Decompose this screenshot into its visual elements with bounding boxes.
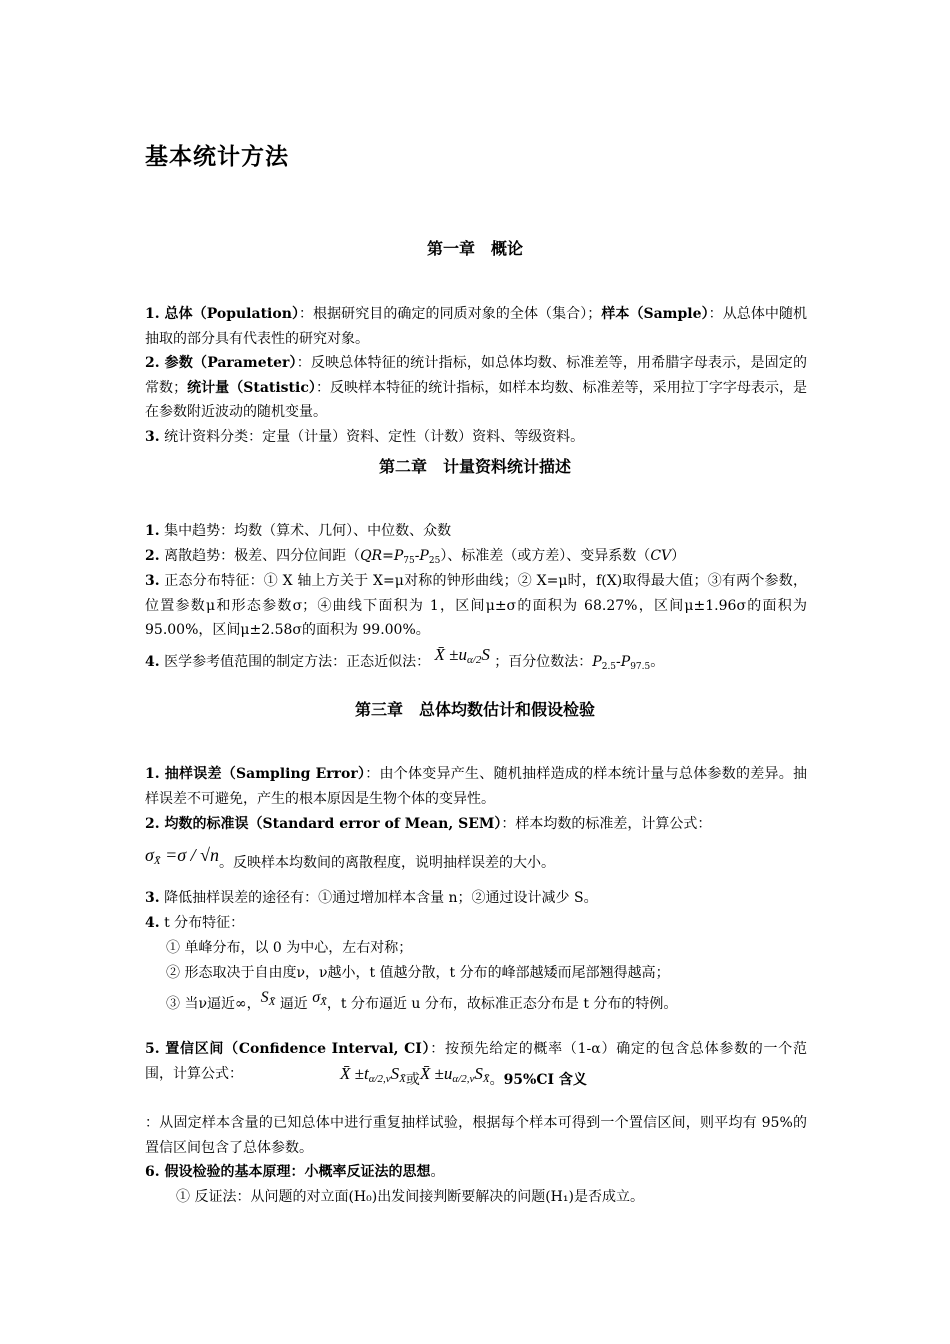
formula-s: S <box>390 1064 400 1083</box>
formula-subscript: X̄ <box>268 996 276 1008</box>
statistic-definition: ：反映样本特征的统计指标，如样本均数、标准差等，采用拉丁字字母表示，是在参数附近波动的随机变量。 <box>145 379 808 420</box>
formula-s: S <box>474 1064 483 1083</box>
qr-formula-part: -P <box>414 548 429 564</box>
chapter-1-heading: 第一章 概论 <box>426 239 523 258</box>
s-xbar-formula <box>261 986 276 1014</box>
item-number: 4. <box>145 915 160 931</box>
subscript: 25 <box>428 556 441 566</box>
reference-range-text: 医学参考值范围的制定方法：正态近似法： <box>159 654 431 670</box>
period: 。 <box>650 654 665 670</box>
t-feature-3-text: ③ 当ν逼近∞， <box>166 996 261 1012</box>
ch1-paragraph-3 <box>145 425 807 450</box>
ch1-paragraph-1 <box>145 302 807 351</box>
ch3-paragraph-1 <box>145 762 807 811</box>
formula-s: S <box>260 989 269 1006</box>
or-text: 或 <box>405 1072 420 1088</box>
subscript: 75 <box>403 556 415 566</box>
formula-s: S <box>481 645 490 664</box>
ch3-paragraph-4 <box>145 911 807 936</box>
item-number: 3. <box>145 573 160 589</box>
item-number: 4. <box>145 654 160 670</box>
closing-paren: ） <box>671 548 686 564</box>
t-feature-1: ① 单峰分布，以 0 为中心，左右对称； <box>166 940 413 956</box>
normal-distribution-text: 正态分布特征：① X 轴上方关于 X=μ对称的钟形曲线；② X=μ时，f(X)取得最大值；③有两个参数，位置参数μ和形态参数σ；④曲线下面积为 1，区间μ±σ的面积为 68.27%，区间μ±1.96σ的面积为 95.00%，区间μ±2.58σ的面积为 99.00%。 <box>145 573 807 638</box>
item-number: 2. <box>145 548 160 564</box>
formula-subscript: X̄ <box>320 996 327 1008</box>
sem-text: ：样本均数的标准差，计算公式： <box>501 816 712 832</box>
formula-subscript: X̄ <box>153 855 161 867</box>
period: 。 <box>430 1164 445 1180</box>
percentile-formula-part: -P <box>616 654 631 670</box>
hypothesis-item-1: ① 反证法：从问题的对立面(H₀)出发间接判断要解决的问题(H₁)是否成立。 <box>176 1189 644 1205</box>
ch3-paragraph-3 <box>145 886 807 911</box>
data-classification-text: 统计资料分类：定量（计量）资料、定性（计数）资料、等级资料。 <box>159 429 585 445</box>
percentile-formula: P <box>592 654 602 670</box>
term-statistic: 统计量（Statistic） <box>187 379 316 396</box>
cv-symbol: CV <box>650 548 672 564</box>
formula-main: X̄ ±u <box>434 645 467 664</box>
ch1-paragraph-2 <box>145 351 807 425</box>
ci-definition: ：按预先给定的概率（1-α）确定的包含总体参数的一个范围，计算公式： <box>145 1041 808 1082</box>
qr-formula: QR=P <box>360 548 404 564</box>
formula-sigma: σ <box>145 845 154 865</box>
normal-approx-formula <box>435 643 490 673</box>
ch2-paragraph-1 <box>145 519 807 544</box>
formula-sigma: σ <box>312 989 321 1006</box>
formula-subscript: α/2,ν <box>368 1073 391 1085</box>
item-number: 1. <box>145 523 160 539</box>
dispersion-text: 离散趋势：极差、四分位间距（ <box>159 548 361 564</box>
ci-formula-u <box>420 1062 490 1091</box>
term-population: 1. 总体（Population） <box>145 306 299 322</box>
chapter-3-heading: 第三章 总体均数估计和假设检验 <box>354 700 595 719</box>
sampling-error-definition: ：由个体变异产生、随机抽样造成的样本统计量与总体参数的差异。抽样误差不可避免，产生的根本原因是生物个体的变异性。 <box>145 766 808 807</box>
formula-subscript: X̄ <box>399 1073 406 1085</box>
sample-definition: ：从总体中随机抽取的部分具有代表性的研究对象。 <box>145 306 808 347</box>
t-feature-3 <box>166 989 678 1020</box>
t-feature-3-text-b: 逼近 <box>275 996 313 1012</box>
t-feature-3-text-c: ，t 分布逼近 u 分布，故标准正态分布是 t 分布的特例。 <box>326 996 678 1012</box>
ci-formula-line <box>340 1062 587 1091</box>
formula-rest: =σ / √n <box>160 845 220 865</box>
percentile-text: ；百分位数法： <box>494 654 593 670</box>
population-definition: ：根据研究目的确定的同质对象的全体（集合）； <box>299 306 602 322</box>
sigma-xbar-formula <box>312 986 327 1014</box>
item-number: 3. <box>145 890 160 906</box>
sem-formula <box>145 843 219 873</box>
ci-meaning-text: ：从固定样本含量的已知总体中进行重复抽样试验，根据每个样本可得到一个置信区间，则平均有 95%的置信区间包含了总体参数。 <box>145 1115 807 1156</box>
formula-subscript: X̄ <box>482 1073 490 1085</box>
period: 。 <box>489 1072 504 1088</box>
sem-formula-line <box>145 843 555 873</box>
reduce-error-text: 降低抽样误差的途径有：①通过增加样本含量 n；②通过设计减少 S。 <box>159 890 598 906</box>
formula-subscript: α/2 <box>467 654 482 666</box>
subscript: 2.5 <box>601 662 617 672</box>
ci-formula-t <box>340 1062 406 1091</box>
formula-main: X̄ ±t <box>340 1064 369 1083</box>
term-confidence-interval: 5. 置信区间（Confidence Interval, CI） <box>145 1041 431 1057</box>
item-number: 3. <box>145 429 160 445</box>
chapter-2-heading: 第二章 计量资料统计描述 <box>378 457 571 476</box>
term-hypothesis-test-principle: 6. 假设检验的基本原理：小概率反证法的思想 <box>145 1164 431 1180</box>
formula-main: X̄ ±u <box>419 1064 453 1083</box>
subscript: 97.5 <box>630 662 651 672</box>
term-parameter: 2. 参数（Parameter） <box>145 355 297 371</box>
term-sem: 2. 均数的标准误（Standard error of Mean, SEM） <box>145 816 502 832</box>
dispersion-text-cont: ）、标准差（或方差）、变异系数（ <box>440 548 651 564</box>
ch2-paragraph-3 <box>145 569 807 643</box>
central-tendency-text: 集中趋势：均数（算术、几何）、中位数、众数 <box>159 523 452 539</box>
term-sample: 样本（Sample） <box>601 306 709 322</box>
ch2-paragraph-4 <box>145 645 807 680</box>
term-95ci-meaning: 95%CI 含义 <box>503 1072 587 1088</box>
term-sampling-error: 1. 抽样误差（Sampling Error） <box>145 766 366 782</box>
formula-subscript: α/2,ν <box>452 1073 475 1085</box>
ch3-paragraph-2 <box>145 812 807 837</box>
document-title: 基本统计方法 <box>145 144 289 170</box>
parameter-definition: ：反映总体特征的统计指标，如总体均数、标准差等，用希腊字母表示，是固定的常数； <box>145 355 807 396</box>
t-feature-2: ② 形态取决于自由度ν，ν越小，t 值越分散，t 分布的峰部越矮而尾部翘得越高； <box>166 965 670 981</box>
sem-text-cont: 。反映样本均数间的离散程度，说明抽样误差的大小。 <box>219 855 556 871</box>
ch3-paragraph-6 <box>145 1160 807 1185</box>
t-distribution-text: t 分布特征： <box>159 915 245 931</box>
